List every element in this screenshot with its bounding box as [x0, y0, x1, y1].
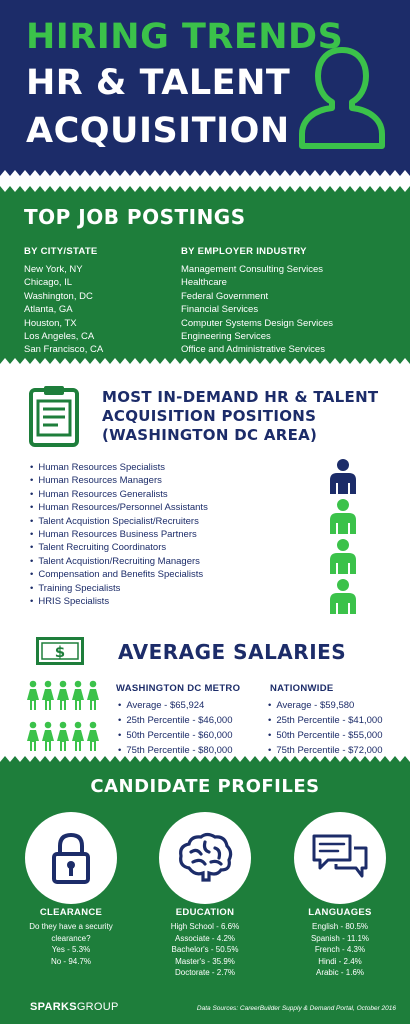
- zigzag-divider: [0, 180, 410, 192]
- sparks-group-logo: [30, 1001, 119, 1013]
- logo-bold-text: SPARKS: [30, 1001, 77, 1013]
- list-item: No - 94.7%: [50, 956, 92, 966]
- clipboard-icon: [28, 384, 80, 448]
- list-item: Doctorate - 2.7%: [174, 968, 236, 978]
- clearance-circle: [25, 812, 117, 904]
- woman-icon: [56, 680, 70, 710]
- list-item: Bachelor's - 50.5%: [171, 945, 239, 955]
- education-stats: [145, 921, 265, 979]
- list-item: • 25th Percentile - $41,000: [268, 713, 382, 728]
- in-demand-title-line-3: (WASHINGTON DC AREA): [102, 426, 318, 444]
- list-item: Houston, TX: [24, 317, 77, 329]
- list-item: • 75th Percentile - $72,000: [268, 743, 382, 758]
- dollar-bill-icon: [36, 637, 84, 665]
- list-item: • Human Resources/Personnel Assistants: [30, 501, 208, 514]
- woman-icon: [56, 721, 70, 751]
- people-figures: [324, 458, 364, 618]
- person-icon: [324, 498, 362, 534]
- list-item: Atlanta, GA: [24, 304, 73, 316]
- languages-stats: [280, 921, 400, 979]
- data-source-note: Data Sources: CareerBuilder Supply & Demand Portal, October 2016: [196, 1005, 396, 1012]
- industry-heading: BY EMPLOYER INDUSTRY: [181, 246, 307, 257]
- list-item: • Average - $59,580: [268, 698, 382, 713]
- person-icon: [324, 458, 362, 494]
- list-item: • Talent Acquistion Specialist/Recruiters: [30, 515, 208, 528]
- list-item: • Talent Acquistion/Recruiting Managers: [30, 555, 208, 568]
- list-item: • Talent Recruiting Coordinators: [30, 541, 208, 554]
- list-item: Do they have a security: [29, 922, 113, 931]
- list-item: High School - 6.6%: [170, 922, 240, 931]
- zigzag-divider: [0, 756, 410, 768]
- in-demand-title-line-2: ACQUISITION POSITIONS: [102, 407, 317, 425]
- list-item: New York, NY: [24, 264, 83, 275]
- woman-icon: [41, 680, 55, 710]
- list-item: • Human Resources Generalists: [30, 488, 208, 501]
- currency-symbol: $: [54, 643, 66, 661]
- list-item: Associate - 4.2%: [174, 933, 236, 943]
- top-job-postings-title: TOP JOB POSTINGS: [24, 205, 246, 229]
- in-demand-title-line-1: MOST IN-DEMAND HR & TALENT: [102, 388, 379, 406]
- list-item: • 50th Percentile - $60,000: [118, 728, 232, 743]
- title-line-2: HR & TALENT: [26, 63, 291, 103]
- dc-salary-list: [118, 698, 232, 758]
- list-item: Arabic - 1.6%: [315, 968, 365, 978]
- list-item: • Compensation and Benefits Specialists: [30, 568, 208, 581]
- woman-icon: [26, 680, 40, 710]
- title-line-3: ACQUISITION: [26, 111, 290, 151]
- woman-icon: [71, 680, 85, 710]
- list-item: • HRIS Specialists: [30, 595, 208, 608]
- national-salary-heading: NATIONWIDE: [270, 683, 334, 694]
- list-item: Washington, DC: [24, 290, 93, 302]
- list-item: Financial Services: [181, 304, 259, 316]
- list-item: • Human Resources Business Partners: [30, 528, 208, 541]
- person-outline-icon: [294, 42, 390, 152]
- clearance-heading: CLEARANCE: [39, 907, 103, 918]
- brain-icon: [175, 828, 235, 888]
- zigzag-divider: [0, 358, 410, 370]
- list-item: Engineering Services: [181, 331, 271, 343]
- woman-icon: [41, 721, 55, 751]
- clearance-stats: [11, 921, 131, 967]
- list-item: • 75th Percentile - $80,000: [118, 743, 232, 758]
- education-circle: [159, 812, 251, 904]
- list-item: • Training Specialists: [30, 582, 208, 595]
- lock-icon: [41, 828, 101, 888]
- national-salary-list: [268, 698, 382, 758]
- list-item: Federal Government: [181, 290, 269, 302]
- positions-list: [30, 461, 208, 608]
- city-heading: BY CITY/STATE: [24, 246, 98, 257]
- person-icon: [324, 578, 362, 614]
- woman-icon: [26, 721, 40, 751]
- person-icon: [324, 538, 362, 574]
- list-item: English - 80.5%: [311, 922, 369, 931]
- list-item: Spanish - 11.1%: [310, 933, 370, 943]
- list-item: Yes - 5.3%: [51, 945, 91, 955]
- education-heading: EDUCATION: [175, 907, 235, 918]
- list-item: • Human Resources Specialists: [30, 461, 208, 474]
- in-demand-title: [102, 388, 402, 445]
- list-item: Los Angeles, CA: [24, 331, 95, 343]
- dc-salary-heading: WASHINGTON DC METRO: [116, 683, 241, 694]
- candidate-profiles-title: CANDIDATE PROFILES: [90, 776, 320, 797]
- list-item: • 25th Percentile - $46,000: [118, 713, 232, 728]
- list-item: San Francisco, CA: [24, 344, 104, 356]
- list-item: Management Consulting Services: [181, 264, 324, 275]
- woman-icon: [71, 721, 85, 751]
- languages-circle: [294, 812, 386, 904]
- city-list: [24, 263, 103, 357]
- list-item: • Human Resources Managers: [30, 474, 208, 487]
- list-item: Master's - 35.9%: [175, 956, 235, 966]
- list-item: Hindi - 2.4%: [318, 956, 362, 966]
- woman-icon: [86, 721, 100, 751]
- list-item: French - 4.3%: [314, 945, 366, 955]
- average-salaries-title: AVERAGE SALARIES: [118, 640, 347, 664]
- list-item: clearance?: [51, 933, 91, 943]
- industry-list: [181, 263, 333, 357]
- title-line-1: HIRING TRENDS: [26, 17, 344, 57]
- list-item: Office and Administrative Services: [181, 344, 325, 356]
- speech-bubbles-icon: [310, 828, 370, 888]
- logo-light-text: GROUP: [76, 1001, 119, 1013]
- list-item: Computer Systems Design Services: [181, 317, 334, 329]
- list-item: • 50th Percentile - $55,000: [268, 728, 382, 743]
- list-item: Healthcare: [181, 277, 227, 289]
- list-item: Chicago, IL: [24, 277, 73, 289]
- women-figures: [26, 680, 106, 762]
- languages-heading: LANGUAGES: [308, 907, 372, 918]
- woman-icon: [86, 680, 100, 710]
- list-item: • Average - $65,924: [118, 698, 232, 713]
